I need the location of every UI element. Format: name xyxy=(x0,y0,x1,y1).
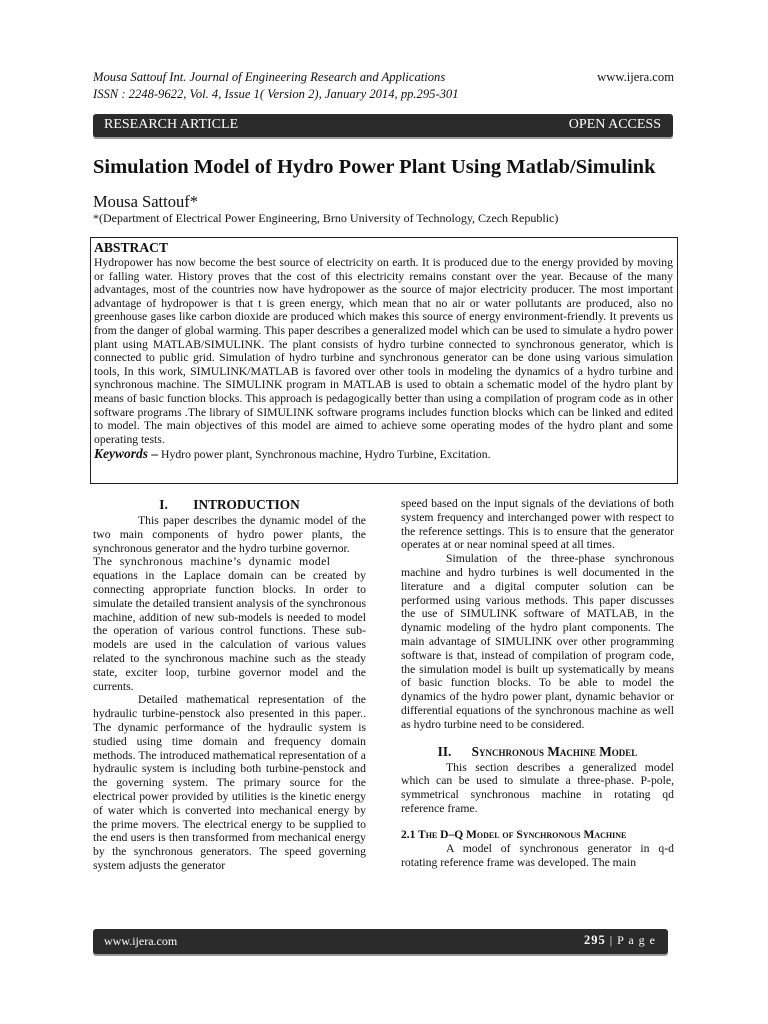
left-column xyxy=(93,497,366,873)
abstract-text: Hydropower has now become the best source of electricity on earth. It is produced due to the energy provided by moving or falling water. History proves that the cost of this electricity remains constant over the year. Because of the many advantages, most of the countries now have hydropower as the source of major electricity producer. The most important advantage of hydropower is that t is green energy, which mean that no air or water pollutants are produced, also no greenhouse gases like carbon dioxide are produced which makes this source of energy environment-friendly. It prevents us from the danger of global warming. This paper describes a generalized model which can be used to simulate a hydro power plant using MATLAB/SIMULINK. The plant consists of hydro turbine connected to synchronous generator, which is connected to public grid. Simulation of hydro turbine and synchronous generator can be done using various simulation tools, In this work, SIMULINK/MATLAB is favored over other tools in modeling the dynamics of a hydro turbine and synchronous machine. The SIMULINK program in MATLAB is used to obtain a schematic model of the hydro plant by means of basic function blocks. This approach is pedagogically better than using a compilation of program code as in other software programs .The library of SIMULINK software programs includes function blocks which can be linked and edited to model. The main objectives of this model are aimed to achieve some operating modes of the hydro plant and some operating tests. xyxy=(94,256,673,446)
keywords-list: Hydro power plant, Synchronous machine, Hydro Turbine, Excitation. xyxy=(161,448,491,462)
abstract-heading: ABSTRACT xyxy=(94,240,169,255)
section-title: Synchronous Machine Model xyxy=(471,743,638,759)
intro-paragraph-4: Simulation of the three-phase synchronous machine and hydro turbines is well documented in the literature and a digital computer solution can be performed using various methods. This paper discusses the use of SIMULINK software of MATLAB, in the dynamic modeling of the hydro plant components. The main advantage of SIMULINK over other programming software is that, instead of compilation of program code, the simulation model is built up systematically by means of basic function blocks. To be able to model the dynamics of the hydro power plant, dynamic behavior or differential equations of the synchronous machine as well as hydro turbine need to be considered. xyxy=(401,552,674,731)
footer-site-link[interactable]: www.ijera.com xyxy=(104,934,178,948)
author-affiliation: *(Department of Electrical Power Engineering, Brno University of Technology, Czech Republic) xyxy=(93,211,559,225)
intro-paragraph-2-first-line: The synchronous machine’s dynamic model xyxy=(93,555,331,569)
journal-citation xyxy=(93,69,563,103)
subsection-paragraph-1: A model of synchronous generator in q-d rotating reference frame was developed. The main xyxy=(401,841,674,869)
intro-paragraph-2: equations in the Laplace domain can be created by connecting appropriate function blocks. In order to simulate the detailed transient analysis of the synchronous machine, addition of new sub-models is needed to model the operation of various control functions. These sub-models are used in the calculation of various values related to the synchronous machine such as the steady state, exciter loop, turbine governor model and the currents. xyxy=(93,569,366,693)
section-number: II. xyxy=(437,743,452,759)
author-name: Mousa Sattouf* xyxy=(93,192,198,211)
intro-paragraph-3-continued: speed based on the input signals of the deviations of both system frequency and interchanged power with respect to the reference settings. This is to ensure that the generator operates at or near nominal speed at all times. xyxy=(401,497,674,552)
keywords-line xyxy=(94,446,673,463)
page-number xyxy=(584,933,656,948)
journal-line-2: ISSN : 2248-9622, Vol. 4, Issue 1( Version 2), January 2014, pp.295-301 xyxy=(93,87,459,101)
right-column xyxy=(401,497,674,869)
article-type-banner xyxy=(93,114,673,137)
intro-paragraph-1: This paper describes the dynamic model of the two main components of hydro power plants, the synchronous generator and the hydro turbine governor. xyxy=(93,514,366,555)
keywords-label: Keywords – xyxy=(94,446,159,462)
intro-paragraph-3: Detailed mathematical representation of the hydraulic turbine-penstock also presented in this paper.. The dynamic performance of the hydraulic system is studied using time domain and frequency domain methods. The introduced mathematical representation of a hydraulic system is including both turbine-penstock and the governing system. The primary source for the electrical power provided by utilities is the kinetic energy of water which is converted into mechanical energy by the prime movers. The electrical energy to be supplied to the end users is then transformed from mechanical energy by the synchronous generators. The speed governing system adjusts the generator xyxy=(93,693,366,872)
journal-line-1: Mousa Sattouf Int. Journal of Engineering Research and Applications xyxy=(93,70,446,84)
section-heading-synchronous-machine xyxy=(401,744,674,760)
section-title: INTRODUCTION xyxy=(193,497,300,512)
page-label: | P a g e xyxy=(605,933,656,947)
header-site-link[interactable]: www.ijera.com xyxy=(597,70,674,84)
section-heading-introduction xyxy=(93,497,366,513)
page-footer xyxy=(93,929,668,954)
page-number-value: 295 xyxy=(583,933,606,947)
abstract-box xyxy=(90,237,678,484)
paper-title: Simulation Model of Hydro Power Plant Using Matlab/Simulink xyxy=(93,156,656,178)
research-article-label: RESEARCH ARTICLE xyxy=(104,117,239,132)
subsection-heading-dq-model: 2.1 The D–Q Model of Synchronous Machine xyxy=(401,828,627,841)
section-number: I. xyxy=(159,497,168,512)
open-access-label: OPEN ACCESS xyxy=(568,117,661,132)
section2-paragraph-1: This section describes a generalized model which can be used to simulate a three-phase. P-pole, symmetrical synchronous machine in rotating qd reference frame. xyxy=(401,760,674,815)
